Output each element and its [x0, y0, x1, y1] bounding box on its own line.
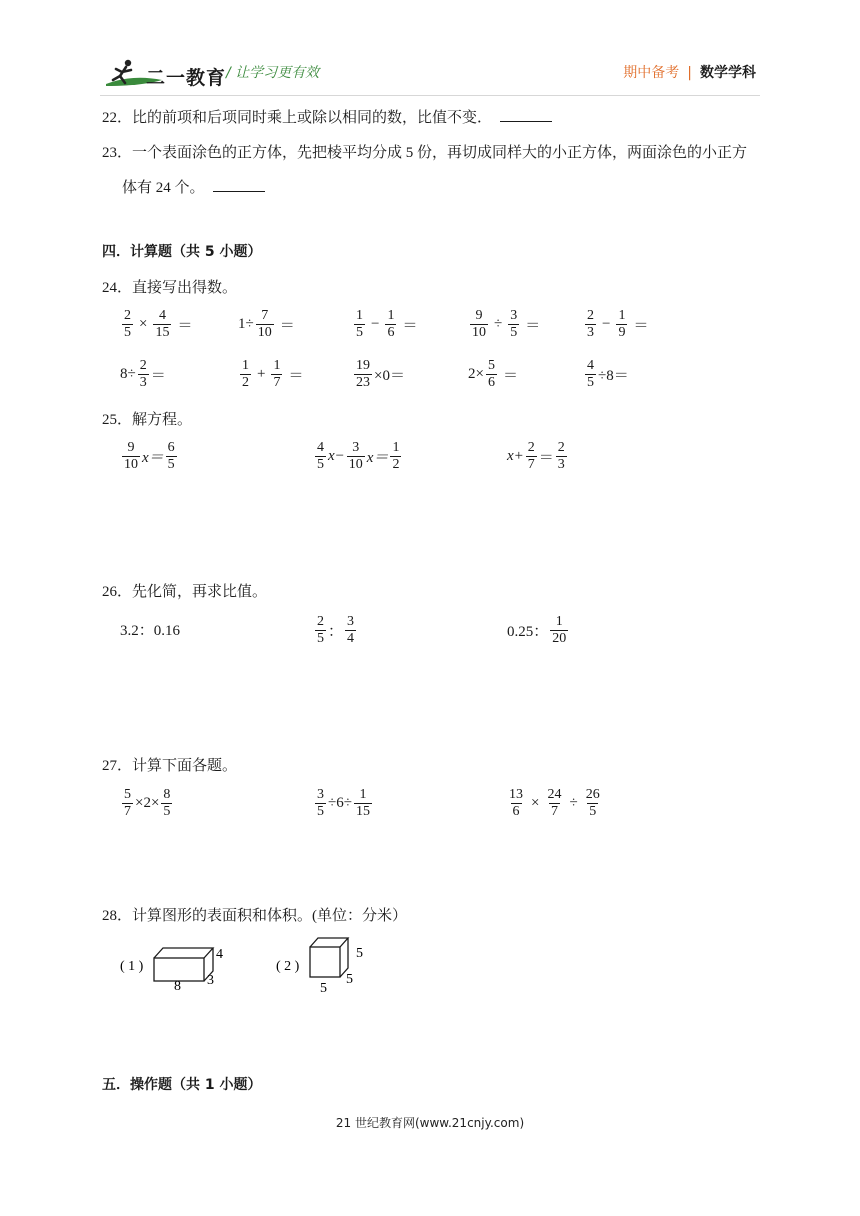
- q27-expr-2: $\frac{3}{5}$ ÷6÷ $\frac{1}{15}$: [317, 787, 370, 819]
- page-footer: 21 世纪教育网(www.21cnjy.com): [335, 1116, 525, 1130]
- q27-expr-3: $\frac{13}{6}$ × $\frac{24}{7}$ ÷ $\frac{26}{5}$: [509, 787, 600, 819]
- cube-top-face: [310, 938, 348, 947]
- question-25-title: 25．解方程。: [102, 412, 193, 428]
- q24-expr-9: 2× $\frac{5}{6}$ ＝: [468, 358, 518, 390]
- section-5-title: 五．操作题（共 1 小题）: [102, 1077, 262, 1093]
- header-subject: [623, 62, 756, 82]
- figure-1-height: 4: [216, 947, 223, 962]
- cuboid-1-front-face: [154, 958, 204, 981]
- section-4-title: 四．计算题（共 5 小题）: [102, 244, 262, 260]
- header-separator: |: [687, 65, 692, 81]
- header-divider: [100, 95, 760, 96]
- q24-expr-6: 8÷ $\frac{2}{3}$ ＝: [120, 358, 166, 390]
- logo-text: 二一教育: [146, 68, 227, 89]
- question-23-text: 体有 24 个。: [122, 180, 205, 196]
- cuboid-figure-1: [118, 938, 238, 992]
- slogan: / 让学习更有效: [226, 65, 320, 81]
- question-28-title: 28．计算图形的表面积和体积。(单位：分米）: [102, 908, 407, 924]
- q26-ratio-3: 0.25： $\frac{1}{20}$: [507, 614, 567, 646]
- q25-equation-2: $\frac{4}{5}$ x− $\frac{3}{10}$ x＝ $\frac{1}{2}$: [317, 440, 400, 472]
- cube-front-face: [310, 947, 340, 977]
- question-24-title: 24．直接写出得数。: [102, 280, 238, 296]
- figure-2-width: 5: [346, 972, 353, 987]
- cuboid-1-top-face: [154, 948, 213, 958]
- cube-figure-2: [274, 933, 374, 997]
- question-27-title: 27．计算下面各题。: [102, 758, 238, 774]
- question-23-line2: [122, 176, 265, 197]
- figure-1-label: ( 1 ): [120, 959, 144, 974]
- question-22-text: 22．比的前项和后项同时乘上或除以相同的数，比值不变．: [102, 110, 493, 126]
- q24-expr-1: $\frac{2}{5}$ × $\frac{4}{15}$ ＝: [124, 308, 193, 340]
- q24-expr-5: $\frac{2}{3}$ − $\frac{1}{9}$ ＝: [587, 308, 649, 340]
- q25-equation-1: $\frac{9}{10}$ x＝ $\frac{6}{5}$: [124, 440, 175, 472]
- answer-blank-23[interactable]: [213, 177, 265, 192]
- question-23-line1: 23．一个表面涂色的正方体，先把棱平均分成 5 份，再切成同样大的小正方体，两面涂色的小正方: [102, 145, 748, 161]
- q24-expr-7: $\frac{1}{2}$ + $\frac{1}{7}$ ＝: [242, 358, 304, 390]
- q25-equation-3: x+ $\frac{2}{7}$ ＝ $\frac{2}{3}$: [507, 440, 565, 472]
- header-subject-label: 数学学科: [700, 65, 756, 81]
- figure-1-width: 3: [207, 973, 214, 988]
- q26-ratio-2: $\frac{2}{5}$ ： $\frac{3}{4}$: [317, 614, 355, 646]
- q24-expr-2: 1÷ $\frac{7}{10}$ ＝: [238, 308, 295, 340]
- q24-expr-3: $\frac{1}{5}$ − $\frac{1}{6}$ ＝: [356, 308, 418, 340]
- answer-blank-22[interactable]: [500, 107, 552, 122]
- q24-expr-10: $\frac{4}{5}$ ÷8＝: [587, 358, 629, 390]
- question-26-title: 26．先化简，再求比值。: [102, 584, 268, 600]
- figure-2-length: 5: [320, 981, 327, 996]
- question-22: [102, 106, 552, 127]
- q27-expr-1: $\frac{5}{7}$ ×2× $\frac{8}{5}$: [124, 787, 171, 819]
- q24-expr-4: $\frac{9}{10}$ ÷ $\frac{3}{5}$ ＝: [472, 308, 541, 340]
- figure-1-length: 8: [174, 979, 181, 992]
- header-exam-label: 期中备考: [623, 65, 680, 81]
- figure-2-height: 5: [356, 946, 363, 961]
- figure-2-label: ( 2 ): [276, 959, 300, 974]
- q26-ratio-1: 3.2：0.16: [120, 623, 181, 639]
- q24-expr-8: $\frac{19}{23}$ ×0＝: [356, 358, 405, 390]
